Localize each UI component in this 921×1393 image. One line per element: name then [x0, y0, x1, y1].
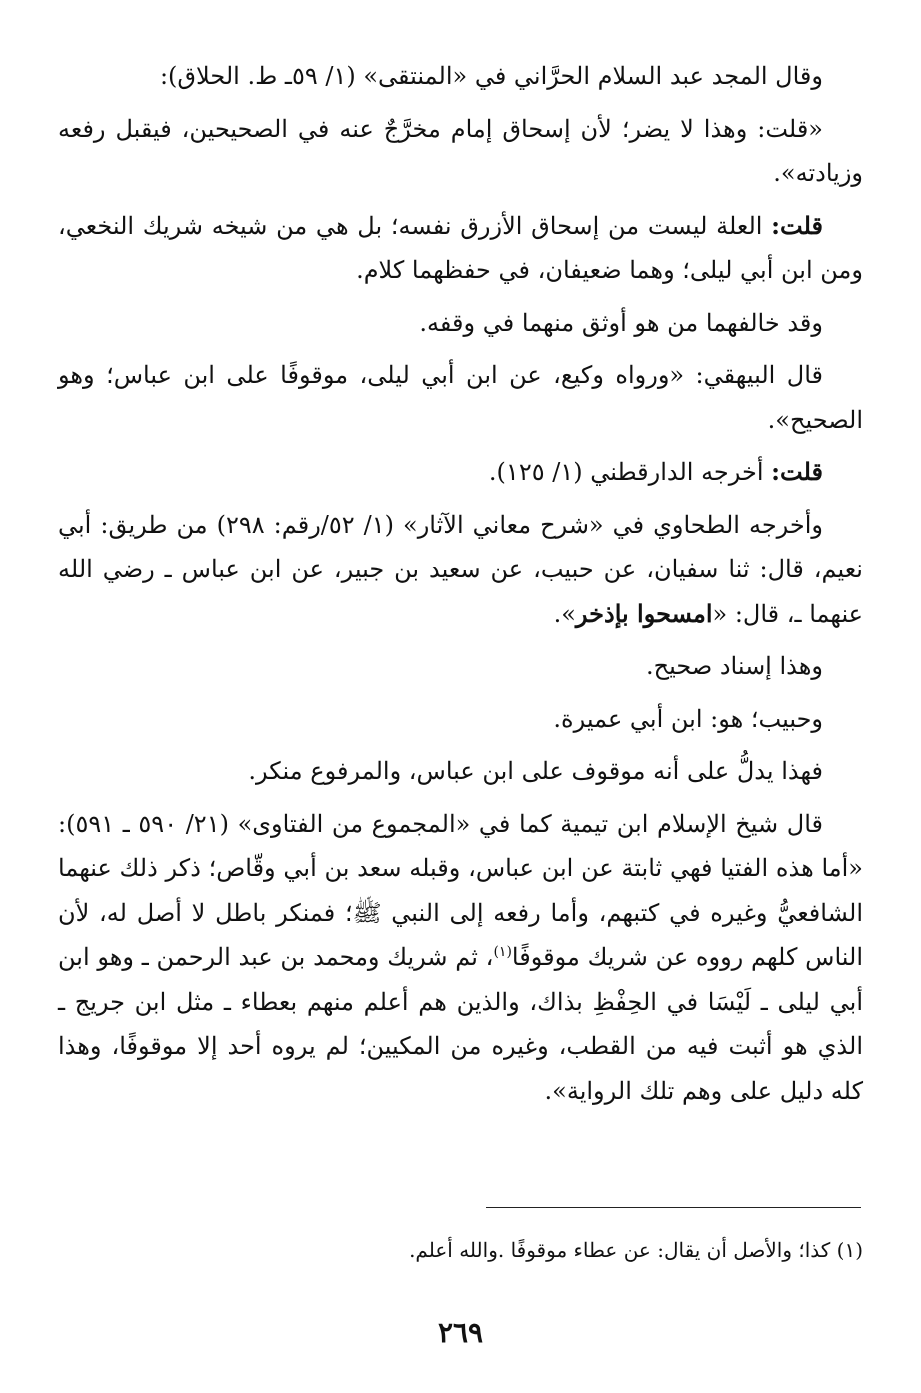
paragraph-7-end: ». — [553, 599, 576, 628]
paragraph-2-text: «قلت: وهذا لا يضر؛ لأن إسحاق إمام مخرَّجٌ عنه في الصحيحين، فيقبل رفعه وزيادته». — [58, 114, 863, 187]
paragraph-3-label: قلت: — [771, 210, 823, 240]
paragraph-7-quote: امسحوا بإذخر — [575, 598, 713, 628]
footnote-divider — [486, 1207, 861, 1208]
paragraph-10-text: فهذا يدلُّ على أنه موقوف على ابن عباس، والمرفوع منكر. — [248, 757, 823, 785]
paragraph-3 — [58, 204, 863, 293]
paragraph-4 — [58, 301, 863, 346]
paragraph-11 — [58, 802, 863, 1114]
paragraph-3-text: العلة ليست من إسحاق الأزرق نفسه؛ بل هي من شيخه شريك النخعي، ومن ابن أبي ليلى؛ وهما ضعيفان، في حفظهما كلام. — [58, 211, 863, 284]
paragraph-6 — [58, 450, 863, 495]
footnote — [58, 1234, 863, 1266]
paragraph-1 — [58, 54, 863, 99]
paragraph-9-text: وحبيب؛ هو: ابن أبي عميرة. — [553, 704, 823, 733]
paragraph-5-text: قال البيهقي: «ورواه وكيع، عن ابن أبي ليلى، موقوفًا على ابن عباس؛ وهو الصحيح». — [58, 361, 863, 434]
main-text — [58, 54, 863, 1121]
paragraph-8-text: وهذا إسناد صحيح. — [645, 652, 823, 680]
paragraph-7-text: وأخرجه الطحاوي في «شرح معاني الآثار» (١/ ٥٢/رقم: ٢٩٨) من طريق: أبي نعيم، قال: ثنا سفيان، عن حبيب، عن سعيد بن جبير، عن ابن عباس ـ رضي الله عنهما ـ، قال: « — [58, 510, 863, 628]
footnote-text: (١) كذا؛ والأصل أن يقال: عن عطاء موقوفًا .والله أعلم. — [409, 1238, 863, 1262]
paragraph-6-text: أخرجه الدارقطني (١/ ١٢٥). — [488, 458, 772, 486]
paragraph-2 — [58, 107, 863, 196]
paragraph-11-text-b: ، ثم شريك ومحمد بن عبد الرحمن ـ وهو ابن أبي ليلى ـ لَيْسَا في الحِفْظِ بذاك، والذين هم أعلم منهم بعطاء ـ مثل ابن جريج ـ الذي هو أثبت فيه من القطب، وغيره من المكيين؛ لم يروه أحد إلا موقوفًا، وهذا كله دليل على وهم تلك الرواية». — [58, 943, 863, 1105]
paragraph-11-text-a: قال شيخ الإسلام ابن تيمية كما في «المجموع من الفتاوى» (٢١/ ٥٩٠ ـ ٥٩١): «أما هذه الفتيا فهي ثابتة عن ابن عباس، وقبله سعد بن أبي وقّاص؛ ذكر ذلك عنهما الشافعيُّ وغيره في كتبهم، وأما رفعه إلى النبي ﷺ؛ فمنكر باطل لا أصل له، لأن الناس كلهم رووه عن شريك موقوفًا — [58, 809, 863, 971]
paragraph-6-label: قلت: — [771, 457, 823, 486]
paragraph-10 — [58, 749, 863, 794]
paragraph-9 — [58, 697, 863, 742]
paragraph-1-text: وقال المجد عبد السلام الحرَّاني في «المنتقى» (١/ ٥٩ـ ط. الحلاق): — [159, 62, 823, 90]
footnote-reference: (١) — [493, 944, 512, 960]
paragraph-4-text: وقد خالفهما من هو أوثق منهما في وقفه. — [419, 308, 823, 337]
paragraph-8 — [58, 644, 863, 689]
paragraph-5 — [58, 353, 863, 442]
paragraph-7 — [58, 503, 863, 637]
page-number: ٢٦٩ — [437, 1316, 484, 1349]
